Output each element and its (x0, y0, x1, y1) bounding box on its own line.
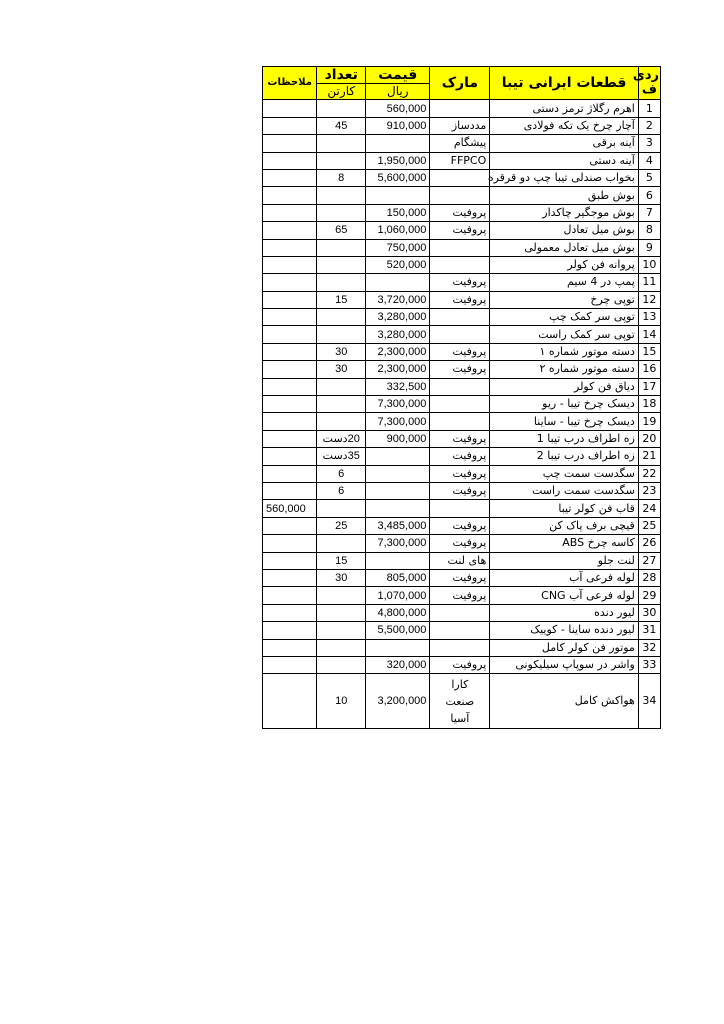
quantity-cell: 6 (317, 465, 366, 482)
notes-cell (263, 535, 317, 552)
header-row-number-line1: ردی (632, 68, 659, 84)
brand-cell (430, 378, 490, 395)
part-name-cell: قاب فن کولر تیبا (490, 500, 639, 517)
part-name-cell: لیور دنده ساینا - کوییک (490, 622, 639, 639)
part-name-cell: دسته موتور شماره ۱ (490, 343, 639, 360)
brand-cell (430, 239, 490, 256)
price-cell: 320,000 (366, 656, 430, 673)
brand-cell: های لنت (430, 552, 490, 569)
quantity-cell: 25 (317, 517, 366, 534)
quantity-cell: 30 (317, 343, 366, 360)
price-cell: 910,000 (366, 117, 430, 134)
brand-cell: پروفیت (430, 291, 490, 308)
notes-cell (263, 552, 317, 569)
part-name-cell: دیاق فن کولر (490, 378, 639, 395)
row-number-cell: 15 (638, 343, 660, 360)
row-number-cell: 12 (638, 291, 660, 308)
table-row (263, 361, 661, 378)
row-number-cell: 20 (638, 430, 660, 447)
row-number-cell: 22 (638, 465, 660, 482)
quantity-cell (317, 500, 366, 517)
brand-line: صنعت (445, 694, 475, 708)
row-number-cell: 4 (638, 152, 660, 169)
quantity-cell: 65 (317, 222, 366, 239)
notes-cell (263, 448, 317, 465)
notes-cell (263, 430, 317, 447)
quantity-cell (317, 413, 366, 430)
price-cell: 5,600,000 (366, 169, 430, 186)
table-row (263, 204, 661, 221)
part-name-cell: بوش میل تعادل (490, 222, 639, 239)
part-name-cell: اهرم رگلاژ ترمز دستی (490, 100, 639, 117)
notes-cell (263, 117, 317, 134)
part-name-cell: لوله فرعی آب CNG (490, 587, 639, 604)
table-row (263, 465, 661, 482)
brand-cell: پروفیت (430, 465, 490, 482)
part-name-cell: توپی سر کمک راست (490, 326, 639, 343)
row-number-cell: 9 (638, 239, 660, 256)
part-name-cell: توپی چرخ (490, 291, 639, 308)
part-name-cell: بوش میل تعادل معمولی (490, 239, 639, 256)
row-number-cell: 14 (638, 326, 660, 343)
price-cell: 5,500,000 (366, 622, 430, 639)
part-name-cell: واشر در سوپاپ سیلیکونی (490, 656, 639, 673)
price-cell: 2,300,000 (366, 361, 430, 378)
notes-cell (263, 656, 317, 673)
brand-cell (430, 674, 490, 729)
quantity-cell (317, 204, 366, 221)
notes-cell (263, 239, 317, 256)
table-row (263, 309, 661, 326)
header-quantity: تعداد (317, 67, 366, 84)
brand-line: کارا (451, 677, 469, 691)
brand-cell: پروفیت (430, 656, 490, 673)
price-cell: 3,200,000 (366, 674, 430, 729)
price-cell: 4,800,000 (366, 604, 430, 621)
brand-cell: پروفیت (430, 587, 490, 604)
quantity-cell (317, 152, 366, 169)
price-cell (366, 448, 430, 465)
quantity-cell (317, 274, 366, 291)
price-cell (366, 639, 430, 656)
quantity-cell (317, 100, 366, 117)
table-row (263, 326, 661, 343)
notes-cell (263, 291, 317, 308)
price-cell: 1,060,000 (366, 222, 430, 239)
brand-cell (430, 256, 490, 273)
brand-cell (430, 326, 490, 343)
quantity-cell (317, 256, 366, 273)
notes-cell (263, 169, 317, 186)
row-number-cell: 27 (638, 552, 660, 569)
table-row (263, 656, 661, 673)
row-number-cell: 11 (638, 274, 660, 291)
table-row (263, 482, 661, 499)
table-row (263, 256, 661, 273)
row-number-cell: 3 (638, 135, 660, 152)
table-row (263, 239, 661, 256)
notes-cell (263, 204, 317, 221)
notes-cell: 560,000 (263, 500, 317, 517)
part-name-cell: آینه برقی (490, 135, 639, 152)
table-row (263, 448, 661, 465)
brand-cell: پروفیت (430, 274, 490, 291)
row-number-cell: 26 (638, 535, 660, 552)
table-row (263, 674, 661, 729)
row-number-cell: 2 (638, 117, 660, 134)
quantity-cell: 20دست (317, 430, 366, 447)
table-row (263, 535, 661, 552)
row-number-cell: 19 (638, 413, 660, 430)
parts-price-table (262, 66, 661, 729)
table-row (263, 430, 661, 447)
price-cell: 7,300,000 (366, 413, 430, 430)
notes-cell (263, 152, 317, 169)
notes-cell (263, 569, 317, 586)
notes-cell (263, 587, 317, 604)
quantity-cell (317, 656, 366, 673)
notes-cell (263, 222, 317, 239)
part-name-cell: سگدست سمت راست (490, 482, 639, 499)
price-cell (366, 187, 430, 204)
price-list-sheet (262, 66, 661, 729)
part-name-cell: زه اطراف درب تیبا 1 (490, 430, 639, 447)
quantity-cell (317, 604, 366, 621)
notes-cell (263, 378, 317, 395)
part-name-cell: توپی سر کمک چپ (490, 309, 639, 326)
row-number-cell: 25 (638, 517, 660, 534)
quantity-cell: 45 (317, 117, 366, 134)
part-name-cell: آچار چرخ یک تکه فولادی (490, 117, 639, 134)
table-row (263, 343, 661, 360)
header-price-unit: ریال (366, 84, 430, 100)
price-cell: 560,000 (366, 100, 430, 117)
table-row (263, 639, 661, 656)
brand-cell: مددساز (430, 117, 490, 134)
notes-cell (263, 674, 317, 729)
brand-cell: FFPCO (430, 152, 490, 169)
price-cell: 3,280,000 (366, 309, 430, 326)
quantity-cell: 15 (317, 291, 366, 308)
part-name-cell: کاسه چرخ ABS (490, 535, 639, 552)
part-name-cell: پمپ در 4 سیم (490, 274, 639, 291)
quantity-cell: 6 (317, 482, 366, 499)
part-name-cell: زه اطراف درب تیبا 2 (490, 448, 639, 465)
notes-cell (263, 604, 317, 621)
row-number-cell: 30 (638, 604, 660, 621)
row-number-cell: 10 (638, 256, 660, 273)
quantity-cell (317, 378, 366, 395)
part-name-cell: دسته موتور شماره ۲ (490, 361, 639, 378)
brand-cell: پیشگام (430, 135, 490, 152)
quantity-cell (317, 326, 366, 343)
row-number-cell: 34 (638, 674, 660, 729)
brand-cell: پروفیت (430, 569, 490, 586)
notes-cell (263, 100, 317, 117)
price-cell: 1,950,000 (366, 152, 430, 169)
header-price: قیمت (366, 67, 430, 84)
part-name-cell: پروانه فن کولر (490, 256, 639, 273)
price-cell: 520,000 (366, 256, 430, 273)
notes-cell (263, 465, 317, 482)
header-brand: مارک (430, 67, 490, 100)
brand-cell (430, 500, 490, 517)
price-cell: 750,000 (366, 239, 430, 256)
row-number-cell: 7 (638, 204, 660, 221)
price-cell (366, 552, 430, 569)
quantity-cell: 15 (317, 552, 366, 569)
notes-cell (263, 135, 317, 152)
price-cell: 900,000 (366, 430, 430, 447)
brand-cell (430, 639, 490, 656)
notes-cell (263, 639, 317, 656)
row-number-cell: 18 (638, 396, 660, 413)
price-cell: 332,500 (366, 378, 430, 395)
table-row (263, 622, 661, 639)
part-name-cell: قیچی برف پاک کن (490, 517, 639, 534)
row-number-cell: 5 (638, 169, 660, 186)
row-number-cell: 33 (638, 656, 660, 673)
brand-cell (430, 604, 490, 621)
brand-cell (430, 169, 490, 186)
part-name-cell: موتور فن کولر کامل (490, 639, 639, 656)
quantity-cell: 8 (317, 169, 366, 186)
quantity-cell: 30 (317, 569, 366, 586)
table-row (263, 413, 661, 430)
header-part-name: قطعات ایرانی تیبا (490, 67, 639, 100)
quantity-cell (317, 639, 366, 656)
brand-cell: پروفیت (430, 482, 490, 499)
table-row (263, 604, 661, 621)
brand-line: آسیا (450, 711, 470, 725)
part-name-cell: سگدست سمت چپ (490, 465, 639, 482)
header-row-number-line2: ف (641, 82, 657, 98)
part-name-cell: بخواب صندلی تیبا چپ دو قرقره (490, 169, 639, 186)
quantity-cell: 35دست (317, 448, 366, 465)
price-cell (366, 135, 430, 152)
price-cell: 7,300,000 (366, 396, 430, 413)
price-cell: 3,280,000 (366, 326, 430, 343)
header-row (263, 67, 661, 84)
price-cell (366, 274, 430, 291)
brand-cell: پروفیت (430, 361, 490, 378)
quantity-cell (317, 396, 366, 413)
table-row (263, 569, 661, 586)
table-row (263, 517, 661, 534)
price-cell: 7,300,000 (366, 535, 430, 552)
brand-cell (430, 309, 490, 326)
header-row-number (632, 67, 660, 100)
brand-cell (430, 622, 490, 639)
price-cell: 1,070,000 (366, 587, 430, 604)
notes-cell (263, 343, 317, 360)
brand-cell: پروفیت (430, 448, 490, 465)
table-row (263, 552, 661, 569)
notes-cell (263, 517, 317, 534)
quantity-cell (317, 309, 366, 326)
notes-cell (263, 482, 317, 499)
part-name-cell: دیسک چرخ تیبا - ریو (490, 396, 639, 413)
part-name-cell: آینه دستی (490, 152, 639, 169)
price-cell: 3,720,000 (366, 291, 430, 308)
table-row (263, 152, 661, 169)
brand-cell: پروفیت (430, 204, 490, 221)
brand-cell (430, 413, 490, 430)
quantity-cell: 30 (317, 361, 366, 378)
brand-cell: پروفیت (430, 430, 490, 447)
table-row (263, 135, 661, 152)
price-cell: 150,000 (366, 204, 430, 221)
quantity-cell (317, 239, 366, 256)
quantity-cell (317, 187, 366, 204)
brand-cell (430, 100, 490, 117)
brand-cell (430, 187, 490, 204)
price-cell: 2,300,000 (366, 343, 430, 360)
table-row (263, 222, 661, 239)
quantity-cell (317, 622, 366, 639)
part-name-cell: لنت جلو (490, 552, 639, 569)
notes-cell (263, 622, 317, 639)
row-number-cell: 1 (638, 100, 660, 117)
row-number-cell: 17 (638, 378, 660, 395)
part-name-cell: بوش طبق (490, 187, 639, 204)
quantity-cell: 10 (317, 674, 366, 729)
brand-cell: پروفیت (430, 222, 490, 239)
notes-cell (263, 256, 317, 273)
price-cell (366, 482, 430, 499)
table-row (263, 500, 661, 517)
row-number-cell: 32 (638, 639, 660, 656)
brand-cell: پروفیت (430, 517, 490, 534)
table-row (263, 187, 661, 204)
notes-cell (263, 187, 317, 204)
row-number-cell: 31 (638, 622, 660, 639)
part-name-cell: دیسک چرخ تیبا - ساینا (490, 413, 639, 430)
table-row (263, 117, 661, 134)
row-number-cell: 23 (638, 482, 660, 499)
notes-cell (263, 413, 317, 430)
quantity-cell (317, 587, 366, 604)
header-notes: ملاحظات (263, 67, 317, 100)
brand-cell (430, 396, 490, 413)
row-number-cell: 16 (638, 361, 660, 378)
table-row (263, 378, 661, 395)
header-quantity-unit: کارتن (317, 84, 366, 100)
table-row (263, 169, 661, 186)
row-number-cell: 29 (638, 587, 660, 604)
notes-cell (263, 361, 317, 378)
table-row (263, 274, 661, 291)
row-number-cell: 21 (638, 448, 660, 465)
price-cell: 3,485,000 (366, 517, 430, 534)
part-name-cell: هواکش کامل (490, 674, 639, 729)
price-cell: 805,000 (366, 569, 430, 586)
row-number-cell: 8 (638, 222, 660, 239)
notes-cell (263, 396, 317, 413)
row-number-cell: 28 (638, 569, 660, 586)
brand-cell: پروفیت (430, 535, 490, 552)
table-row (263, 587, 661, 604)
notes-cell (263, 274, 317, 291)
row-number-cell: 6 (638, 187, 660, 204)
quantity-cell (317, 535, 366, 552)
part-name-cell: بوش موجگیر چاکدار (490, 204, 639, 221)
part-name-cell: لیور دنده (490, 604, 639, 621)
notes-cell (263, 309, 317, 326)
table-row (263, 396, 661, 413)
price-cell (366, 465, 430, 482)
notes-cell (263, 326, 317, 343)
row-number-cell: 24 (638, 500, 660, 517)
row-number-cell: 13 (638, 309, 660, 326)
brand-cell: پروفیت (430, 343, 490, 360)
part-name-cell: لوله فرعی آب (490, 569, 639, 586)
quantity-cell (317, 135, 366, 152)
table-row (263, 100, 661, 117)
price-cell (366, 500, 430, 517)
table-row (263, 291, 661, 308)
